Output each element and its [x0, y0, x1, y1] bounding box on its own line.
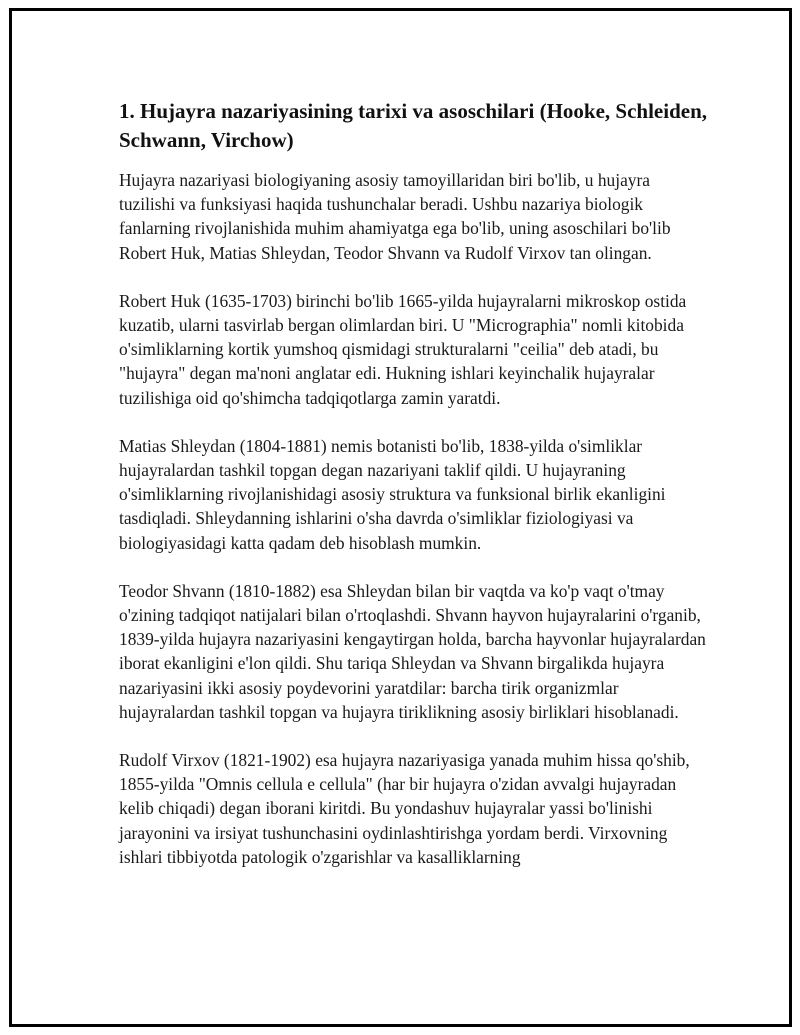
- paragraph-intro: Hujayra nazariyasi biologiyaning asosiy tamoyillaridan biri bo'lib, u hujayra tuzilishi va funksiyasi haqida tushunchalar beradi. Ushbu nazariya biologik fanlarning rivojlanishida muhim ahamiyatga ega bo'lib, uning asoschilari bo'lib Robert Huk, Matias Shleydan, Teodor Shvann va Rudolf Virxov tan olingan.: [119, 170, 671, 263]
- paragraph-hooke: Robert Huk (1635-1703) birinchi bo'lib 1665-yilda hujayralarni mikroskop ostida kuzatib, ularni tasvirlab bergan olimlardan biri. U "Micrographia" nomli kitobida o'simliklarning kortik yumshoq qismidagi strukturalarni "ceilia" deb atadi, bu "hujayra" degan ma'noni anglatar edi. Hukning ishlari keyinchalik hujayralar tuzilishiga oid qo'shimcha tadqiqotlarga zamin yaratdi.: [119, 290, 687, 408]
- section-heading: 1. Hujayra nazariyasining tarixi va asoschilari (Hooke, Schleiden, Schwann, Virchow): [119, 99, 708, 152]
- document-body: [119, 97, 709, 869]
- paragraph-schleiden: Matias Shleydan (1804-1881) nemis botanisti bo'lib, 1838-yilda o'simliklar hujayralardan tashkil topgan degan nazariyani taklif qildi. U hujayraning o'simliklarning rivojlanishidagi asosiy struktura va funksional birlik ekanligini tasdiqladi. Shleydanning ishlarini o'sha davrda o'simliklar fiziologiyasi va biologiyasidagi katta qadam deb hisoblash mumkin.: [119, 435, 666, 553]
- page-bottom-margin: [12, 934, 789, 1024]
- paragraph-virchow: Rudolf Virxov (1821-1902) esa hujayra nazariyasiga yanada muhim hissa qo'shib, 1855-yilda "Omnis cellula e cellula" (har bir hujayra o'zidan avvalgi hujayradan kelib chiqadi) degan iborani kiritdi. Bu yondashuv hujayralar yassi bo'linishi jarayonini va irsiyat tushunchasini oydinlashtirishga yordam berdi. Virxovning ishlari tibbiyotda patologik o'zgarishlar va kasalliklarning: [119, 750, 690, 867]
- paragraph-schwann: Teodor Shvann (1810-1882) esa Shleydan bilan bir vaqtda va ko'p vaqt o'tmay o'zining tadqiqot natijalari bilan o'rtoqlashdi. Shvann hayvon hujayralarini o'rganib, 1839-yilda hujayra nazariyasini kengaytirgan holda, barcha hayvonlar hujayralardan iborat ekanligini e'lon qildi. Shu tariqa Shleydan va Shvann birgalikda hujayra nazariyasini ikki asosiy poydevorini yaratdilar: barcha tirik organizmlar hujayralardan tashkil topgan va hujayra tiriklikning asosiy birliklari hisoblanadi.: [119, 580, 706, 722]
- page-frame: [9, 8, 792, 1027]
